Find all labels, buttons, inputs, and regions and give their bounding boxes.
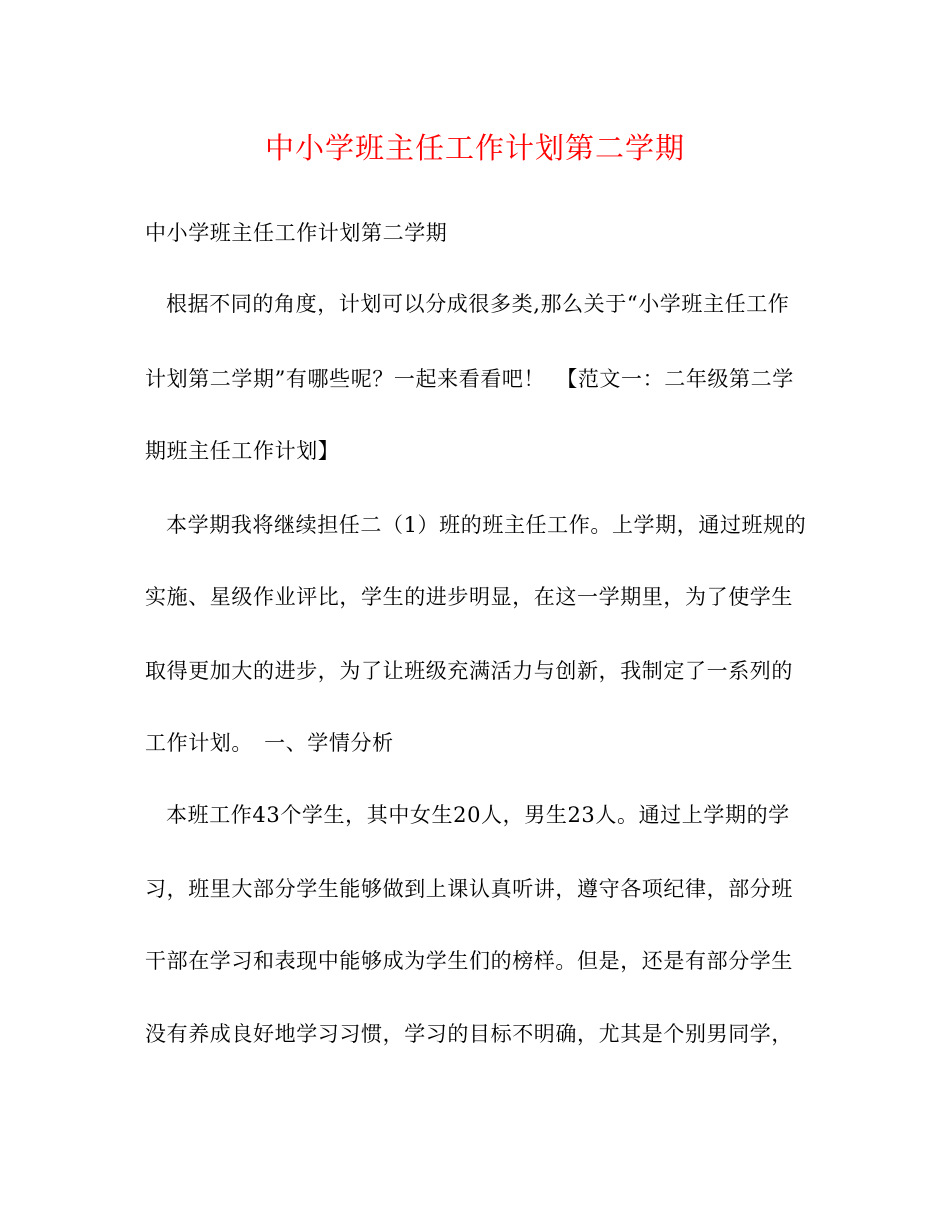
paragraph-line: 工作计划。 一、学情分析 (145, 731, 394, 755)
paragraph-line: 没有养成良好地学习习惯，学习的目标不明确，尤其是个别男同学， (145, 1022, 793, 1046)
paragraph-line: 计划第二学期”有哪些呢？一起来看看吧！ 【范文一：二年级第二学 (145, 367, 794, 391)
document-title: 中小学班主任工作计划第二学期 (264, 131, 685, 165)
paragraph-line: 习，班里大部分学生能够做到上课认真听讲，遵守各项纪律，部分班 (145, 877, 793, 901)
paragraph-line: 根据不同的角度，计划可以分成很多类,那么关于“小学班主任工作 (166, 292, 790, 316)
subtitle-line: 中小学班主任工作计划第二学期 (145, 221, 448, 245)
paragraph-line: 实施、星级作业评比，学生的进步明显，在这一学期里，为了使学生 (145, 585, 793, 609)
paragraph-line: 本班工作43个学生，其中女生20人，男生23人。通过上学期的学 (166, 803, 790, 827)
paragraph-line: 本学期我将继续担任二（1）班的班主任工作。上学期，通过班规的 (166, 513, 807, 537)
paragraph-line: 期班主任工作计划】 (145, 439, 340, 463)
paragraph-line: 干部在学习和表现中能够成为学生们的榜样。但是，还是有部分学生 (145, 949, 793, 973)
paragraph-line: 取得更加大的进步，为了让班级充满活力与创新，我制定了一系列的 (145, 659, 793, 683)
